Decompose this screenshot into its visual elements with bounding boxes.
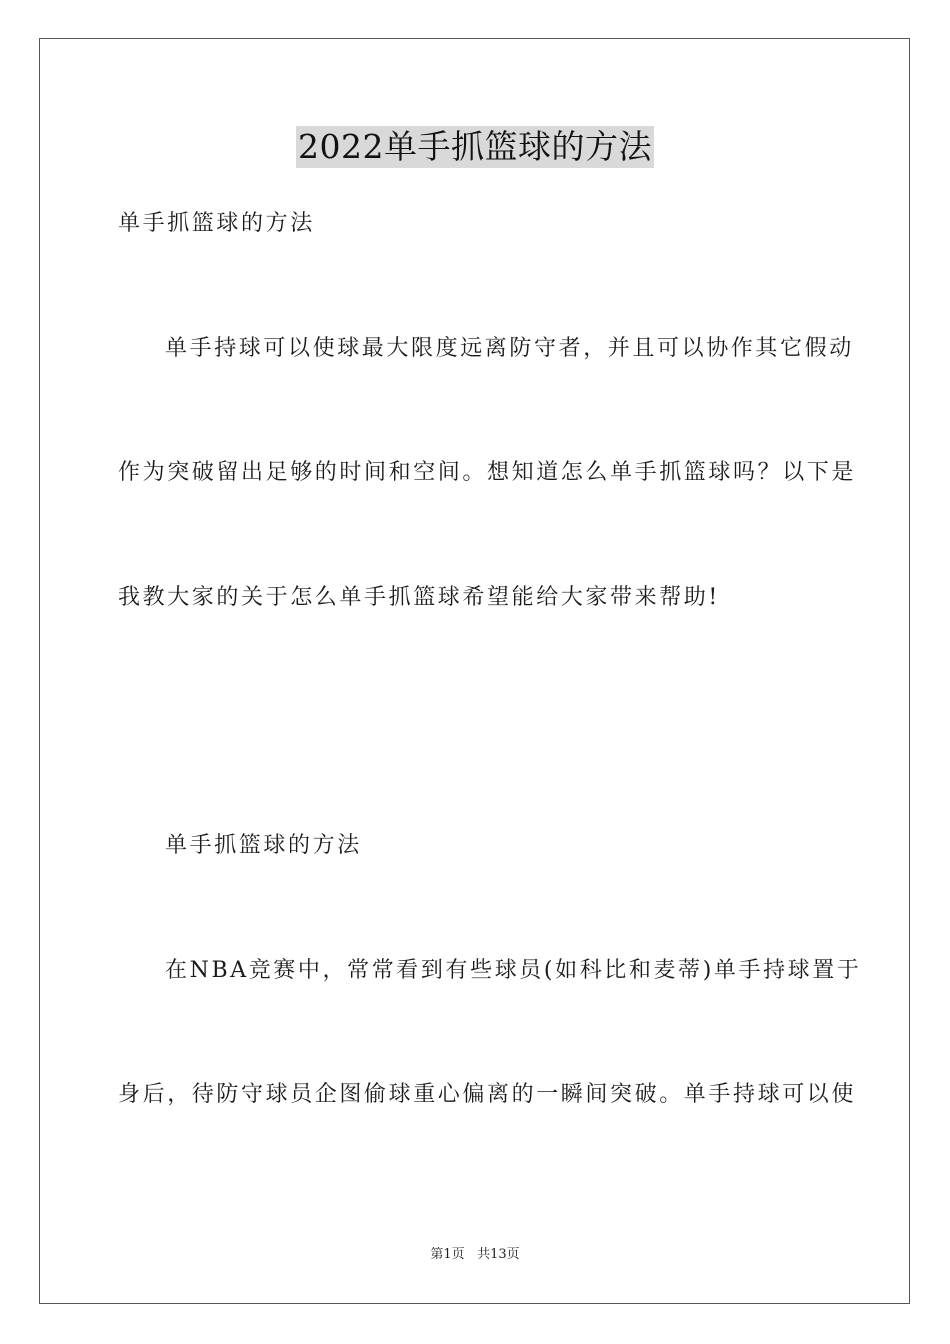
paragraph-line: 作为突破留出足够的时间和空间。想知道怎么单手抓篮球吗？以下是 — [118, 460, 857, 485]
page-footer — [0, 1246, 950, 1264]
page-total: 共13页 — [477, 1247, 520, 1262]
section-heading: 单手抓篮球的方法 — [165, 833, 362, 858]
paragraph-line: 身后，待防守球员企图偷球重心偏离的一瞬间突破。单手持球可以使 — [118, 1082, 857, 1107]
subtitle-line: 单手抓篮球的方法 — [118, 211, 315, 236]
page-number: 第1页 — [430, 1247, 465, 1262]
paragraph-line: 在NBA竞赛中，常常看到有些球员(如科比和麦蒂)单手持球置于 — [165, 958, 862, 983]
title-container — [0, 126, 950, 168]
document-title: 2022单手抓篮球的方法 — [298, 127, 652, 166]
paragraph-line: 单手持球可以使球最大限度远离防守者，并且可以协作其它假动 — [165, 336, 854, 361]
paragraph-line: 我教大家的关于怎么单手抓篮球希望能给大家带来帮助! — [118, 585, 720, 610]
